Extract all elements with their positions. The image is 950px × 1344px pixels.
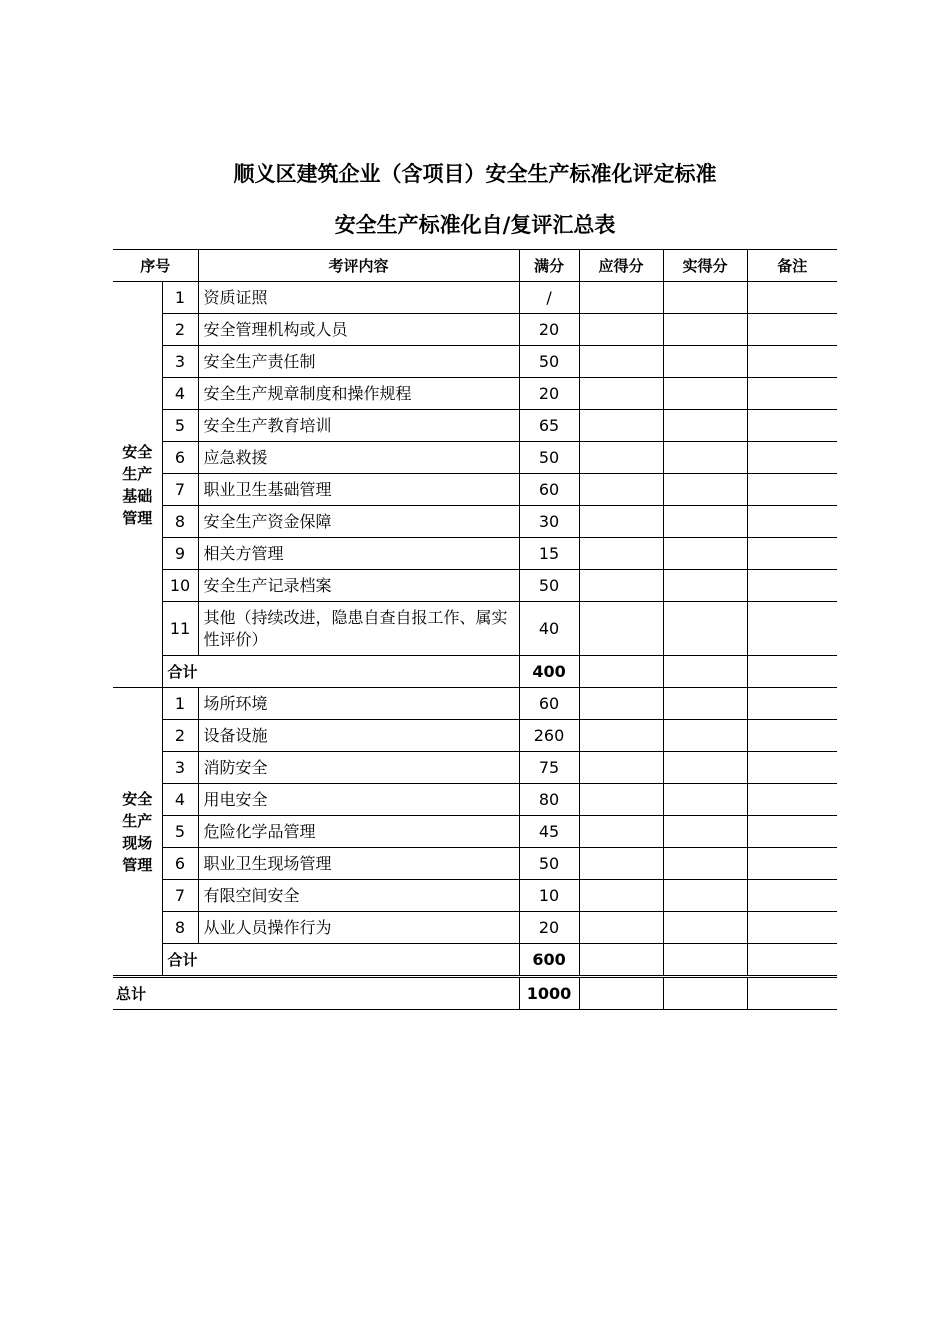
table-row (113, 442, 837, 474)
row-should-score-cell[interactable] (579, 688, 663, 720)
row-content: 有限空间安全 (198, 880, 519, 912)
row-full-score: 20 (519, 912, 579, 944)
table-row (113, 602, 837, 656)
subtotal-remark-cell[interactable] (747, 944, 837, 977)
row-should-score-cell[interactable] (579, 538, 663, 570)
row-should-score-cell[interactable] (579, 816, 663, 848)
row-should-score-cell[interactable] (579, 848, 663, 880)
row-actual-score-cell[interactable] (663, 378, 747, 410)
row-should-score-cell[interactable] (579, 442, 663, 474)
summary-table (113, 249, 837, 1010)
row-should-score-cell[interactable] (579, 912, 663, 944)
subtotal-actual-cell[interactable] (663, 656, 747, 688)
row-full-score: 50 (519, 570, 579, 602)
row-full-score: 40 (519, 602, 579, 656)
row-content: 设备设施 (198, 720, 519, 752)
row-number: 8 (162, 506, 198, 538)
row-number: 1 (162, 688, 198, 720)
row-should-score-cell[interactable] (579, 282, 663, 314)
row-content: 安全管理机构或人员 (198, 314, 519, 346)
row-remark-cell[interactable] (747, 506, 837, 538)
row-full-score: 20 (519, 314, 579, 346)
table-row (113, 282, 837, 314)
row-should-score-cell[interactable] (579, 378, 663, 410)
table-row (113, 848, 837, 880)
row-number: 10 (162, 570, 198, 602)
row-content: 从业人员操作行为 (198, 912, 519, 944)
row-remark-cell[interactable] (747, 314, 837, 346)
row-remark-cell[interactable] (747, 752, 837, 784)
row-should-score-cell[interactable] (579, 880, 663, 912)
row-actual-score-cell[interactable] (663, 688, 747, 720)
row-content: 安全生产资金保障 (198, 506, 519, 538)
row-content: 相关方管理 (198, 538, 519, 570)
subtotal-remark-cell[interactable] (747, 656, 837, 688)
row-should-score-cell[interactable] (579, 346, 663, 378)
row-full-score: 50 (519, 442, 579, 474)
header-row (113, 250, 837, 282)
row-full-score: 10 (519, 880, 579, 912)
row-content: 职业卫生现场管理 (198, 848, 519, 880)
table-row (113, 314, 837, 346)
row-actual-score-cell[interactable] (663, 912, 747, 944)
row-remark-cell[interactable] (747, 688, 837, 720)
row-actual-score-cell[interactable] (663, 880, 747, 912)
row-number: 2 (162, 314, 198, 346)
header-full-score: 满分 (519, 250, 579, 282)
row-should-score-cell[interactable] (579, 314, 663, 346)
row-content: 职业卫生基础管理 (198, 474, 519, 506)
row-full-score: 30 (519, 506, 579, 538)
row-remark-cell[interactable] (747, 538, 837, 570)
row-full-score: 50 (519, 848, 579, 880)
row-should-score-cell[interactable] (579, 474, 663, 506)
group-site-management: 安全 生产 现场 管理 (113, 688, 162, 977)
row-content: 用电安全 (198, 784, 519, 816)
row-should-score-cell[interactable] (579, 752, 663, 784)
document-title: 顺义区建筑企业（含项目）安全生产标准化评定标准 (233, 161, 717, 186)
row-remark-cell[interactable] (747, 346, 837, 378)
row-full-score: 45 (519, 816, 579, 848)
subtotal-value: 400 (519, 656, 579, 688)
row-actual-score-cell[interactable] (663, 752, 747, 784)
table-row (113, 538, 837, 570)
row-content: 消防安全 (198, 752, 519, 784)
row-number: 6 (162, 442, 198, 474)
row-number: 5 (162, 816, 198, 848)
row-content: 危险化学品管理 (198, 816, 519, 848)
row-content: 资质证照 (198, 282, 519, 314)
subtotal-should-cell[interactable] (579, 944, 663, 977)
row-actual-score-cell[interactable] (663, 784, 747, 816)
row-full-score: 50 (519, 346, 579, 378)
header-remark: 备注 (747, 250, 837, 282)
table-row (113, 752, 837, 784)
row-actual-score-cell[interactable] (663, 506, 747, 538)
row-actual-score-cell[interactable] (663, 314, 747, 346)
row-actual-score-cell[interactable] (663, 816, 747, 848)
row-remark-cell[interactable] (747, 880, 837, 912)
table-row (113, 506, 837, 538)
row-actual-score-cell[interactable] (663, 282, 747, 314)
subtotal-actual-cell[interactable] (663, 944, 747, 977)
row-actual-score-cell[interactable] (663, 442, 747, 474)
row-full-score: 60 (519, 688, 579, 720)
subtotal-label: 合计 (162, 944, 519, 977)
row-number: 5 (162, 410, 198, 442)
row-number: 3 (162, 346, 198, 378)
row-actual-score-cell[interactable] (663, 410, 747, 442)
row-full-score: 20 (519, 378, 579, 410)
row-remark-cell[interactable] (747, 816, 837, 848)
row-actual-score-cell[interactable] (663, 602, 747, 656)
grand-total-label: 总计 (113, 977, 519, 1010)
row-remark-cell[interactable] (747, 720, 837, 752)
row-remark-cell[interactable] (747, 848, 837, 880)
header-actual-score: 实得分 (663, 250, 747, 282)
header-should-score: 应得分 (579, 250, 663, 282)
row-content: 场所环境 (198, 688, 519, 720)
row-number: 2 (162, 720, 198, 752)
group-basic-management: 安全 生产 基础 管理 (113, 282, 162, 688)
row-number: 6 (162, 848, 198, 880)
row-should-score-cell[interactable] (579, 570, 663, 602)
row-remark-cell[interactable] (747, 784, 837, 816)
table-row (113, 816, 837, 848)
row-number: 7 (162, 474, 198, 506)
row-actual-score-cell[interactable] (663, 570, 747, 602)
subtotal-value: 600 (519, 944, 579, 977)
row-actual-score-cell[interactable] (663, 474, 747, 506)
row-number: 1 (162, 282, 198, 314)
subtotal-row (113, 944, 837, 977)
row-content: 安全生产记录档案 (198, 570, 519, 602)
row-remark-cell[interactable] (747, 442, 837, 474)
document-subtitle: 安全生产标准化自/复评汇总表 (334, 212, 616, 237)
header-seq: 序号 (113, 250, 198, 282)
row-actual-score-cell[interactable] (663, 720, 747, 752)
row-content: 应急救援 (198, 442, 519, 474)
header-content: 考评内容 (198, 250, 519, 282)
row-actual-score-cell[interactable] (663, 538, 747, 570)
row-number: 11 (162, 602, 198, 656)
grand-total-row (113, 977, 837, 1010)
row-number: 4 (162, 378, 198, 410)
row-remark-cell[interactable] (747, 474, 837, 506)
grand-total-actual-cell[interactable] (663, 977, 747, 1010)
row-should-score-cell[interactable] (579, 602, 663, 656)
table-row (113, 912, 837, 944)
row-remark-cell[interactable] (747, 410, 837, 442)
row-content: 安全生产规章制度和操作规程 (198, 378, 519, 410)
row-full-score: 260 (519, 720, 579, 752)
row-should-score-cell[interactable] (579, 784, 663, 816)
row-number: 7 (162, 880, 198, 912)
row-should-score-cell[interactable] (579, 720, 663, 752)
table-row (113, 688, 837, 720)
row-number: 4 (162, 784, 198, 816)
grand-total-should-cell[interactable] (579, 977, 663, 1010)
row-content: 安全生产教育培训 (198, 410, 519, 442)
row-full-score: 80 (519, 784, 579, 816)
row-remark-cell[interactable] (747, 378, 837, 410)
subtotal-label: 合计 (162, 656, 519, 688)
table-row (113, 410, 837, 442)
row-content: 其他（持续改进，隐患自查自报工作、属实性评价） (198, 602, 519, 656)
row-should-score-cell[interactable] (579, 410, 663, 442)
subtotal-row (113, 656, 837, 688)
subtotal-should-cell[interactable] (579, 656, 663, 688)
table-row (113, 570, 837, 602)
row-full-score: 75 (519, 752, 579, 784)
row-content: 安全生产责任制 (198, 346, 519, 378)
row-remark-cell[interactable] (747, 282, 837, 314)
table-row (113, 784, 837, 816)
row-full-score: 15 (519, 538, 579, 570)
row-actual-score-cell[interactable] (663, 346, 747, 378)
table-row (113, 346, 837, 378)
row-number: 3 (162, 752, 198, 784)
row-actual-score-cell[interactable] (663, 848, 747, 880)
table-row (113, 720, 837, 752)
row-remark-cell[interactable] (747, 912, 837, 944)
row-remark-cell[interactable] (747, 570, 837, 602)
row-full-score: 65 (519, 410, 579, 442)
row-remark-cell[interactable] (747, 602, 837, 656)
row-number: 9 (162, 538, 198, 570)
grand-total-value: 1000 (519, 977, 579, 1010)
table-row (113, 474, 837, 506)
grand-total-remark-cell[interactable] (747, 977, 837, 1010)
row-should-score-cell[interactable] (579, 506, 663, 538)
row-full-score: 60 (519, 474, 579, 506)
row-full-score: / (519, 282, 579, 314)
table-row (113, 880, 837, 912)
table-row (113, 378, 837, 410)
row-number: 8 (162, 912, 198, 944)
